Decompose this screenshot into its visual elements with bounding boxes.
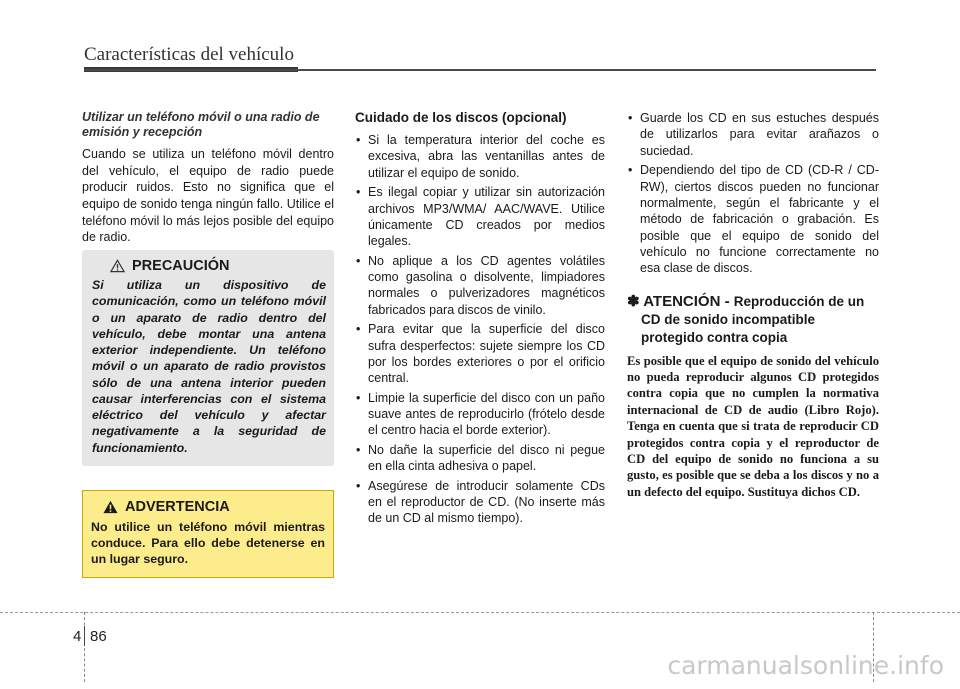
warning-box [82, 490, 334, 578]
warning-heading [103, 499, 325, 515]
attention-heading [627, 293, 879, 347]
footer-guide-left [84, 612, 85, 682]
warning-text: No utilice un teléfono móvil mientras conduce. Para ello debe detenerse en un lugar seguro. [91, 520, 325, 567]
caution-text: Si utiliza un dispositivo de comunicación, como un teléfono móvil o un aparato de radio dentro del vehículo, debe montar una antena exterior independiente. Un teléfono móvil o un aparato de radio provistos sólo de una antena interior pueden causar interferencias con el sistema eléctrico del vehículo y afectar negativamente a la seguridad de funcionamiento. [92, 278, 326, 455]
list-item: • Para evitar que la superficie del disco sufra desperfectos: sujete siempre los CD por los bordes exteriores o por el orificio central. [356, 322, 605, 386]
list-item: • Guarde los CD en sus estuches después de utilizarlos para evitar arañazos o suciedad. [628, 111, 879, 158]
column-middle [355, 110, 605, 530]
caution-box [82, 250, 334, 466]
bullet-icon: • [356, 442, 361, 457]
bullet-icon: • [356, 322, 361, 337]
page-number: 86 [90, 628, 107, 645]
attention-subtitle: Reproducción de un CD de sonido incompatible protegido contra copia [641, 293, 865, 345]
disc-care-title: Cuidado de los discos (opcional) [355, 110, 567, 125]
attention-label: ATENCIÓN - [643, 292, 730, 310]
disc-care-list [355, 132, 605, 527]
disc-care-list-continued [627, 110, 879, 277]
bullet-icon: • [356, 478, 361, 493]
caution-triangle-icon [110, 259, 125, 273]
list-item: • Dependiendo del tipo de CD (CD-R / CD-RW), ciertos discos pueden no funcionar normalmente, según el fabricante y el método de fabricación o grabación. Es posible que el equipo de sonido del vehículo no funcione correctamente no esa clase de discos. [628, 163, 879, 276]
bullet-icon: • [628, 111, 633, 125]
page-header-title: Características del vehículo [84, 44, 294, 65]
list-item: • Asegúrese de introducir solamente CDs en el reproductor de CD. (No inserte más de un CD al mismo tiempo). [356, 478, 605, 526]
warning-triangle-icon [103, 500, 118, 514]
chapter-number: 4 [73, 628, 82, 645]
caution-heading [110, 258, 326, 274]
footer-rule [0, 612, 960, 613]
caution-title: PRECAUCIÓN [132, 258, 230, 274]
column-left [82, 110, 334, 246]
bullet-icon: • [356, 253, 361, 268]
list-item: • Si la temperatura interior del coche es excesiva, abra las ventanillas antes de utilizar el equipo de sonido. [356, 133, 605, 180]
attention-text: Es posible que el equipo de sonido del vehículo no pueda reproducir algunos CD protegidos contra copia que no cumplen la normativa internacional de CD de audio (Libro Rojo). Tenga en cuenta que si trata de reproducir CD protegidos contra copia y el reproductor de CD del equipo de sonido no funciona a su gusto, es posible que se deba a los discos y no a un defecto del equipo. Sustituya dichos CD. [627, 353, 879, 499]
list-item: • No dañe la superficie del disco ni pegue en ella cinta adhesiva o papel. [356, 442, 605, 474]
list-item: • No aplique a los CD agentes volátiles como gasolina o disolvente, limpiadores normales o pulverizadores magnéticos fabricados para discos de vinilo. [356, 253, 605, 317]
watermark: carmanualsonline.info [667, 651, 944, 680]
section-body: Cuando se utiliza un teléfono móvil dentro del vehículo, el equipo de radio puede producir ruidos. Esto no significa que el equipo de sonido tenga ningún fallo. Utilice el teléfono móvil lo más lejos posible del equipo de radio. [82, 147, 334, 245]
page-number-separator [84, 626, 85, 646]
list-item: • Limpie la superficie del disco con un paño suave antes de reproducirlo (frótelo desde el centro hacia el borde exterior). [356, 390, 605, 438]
bullet-icon: • [356, 185, 361, 200]
column-right [627, 110, 879, 500]
bullet-icon: • [356, 390, 361, 405]
warning-title: ADVERTENCIA [125, 499, 230, 515]
header-rule [84, 69, 876, 71]
asterisk-icon: ✽ [627, 292, 640, 310]
list-item: • Es ilegal copiar y utilizar sin autorización archivos MP3/WMA/ AAC/WAVE. Utilice únicamente CD creados por medios legales. [356, 185, 605, 249]
bullet-icon: • [356, 133, 361, 147]
section-subhead: Utilizar un teléfono móvil o una radio de emisión y recepción [82, 110, 320, 139]
bullet-icon: • [628, 163, 633, 178]
